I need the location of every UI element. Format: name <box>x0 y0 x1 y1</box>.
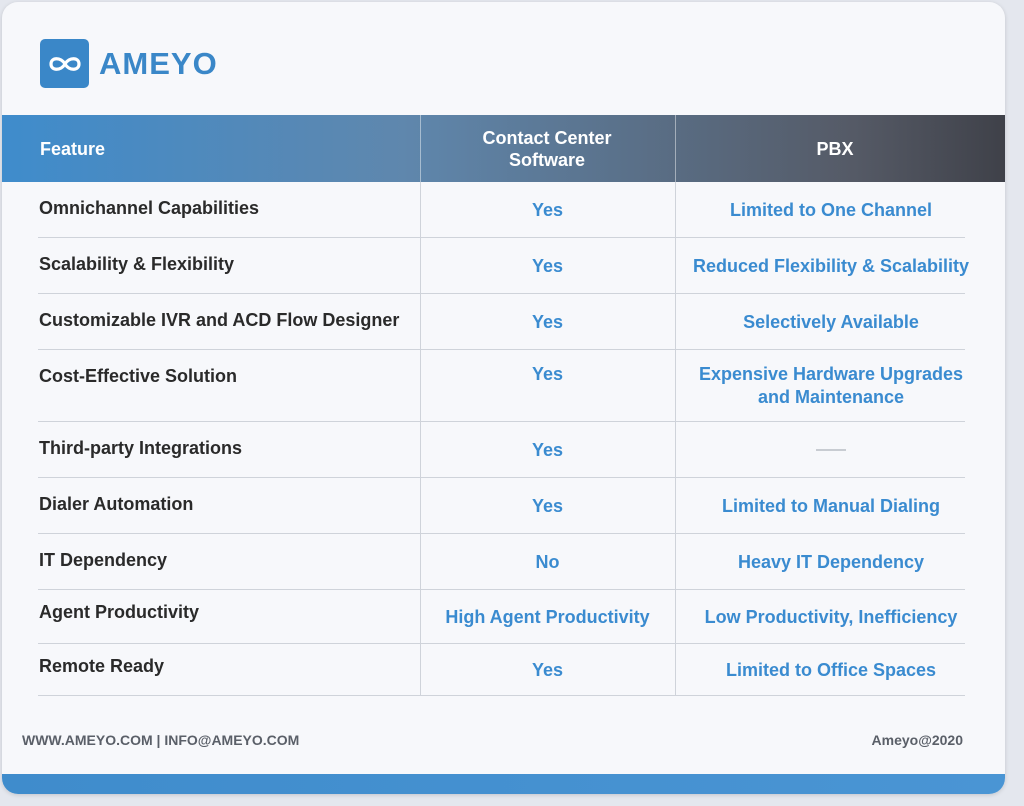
pbx-cell: Limited to Office Spaces <box>725 659 937 680</box>
table-row <box>2 422 1005 478</box>
pbx-cell: Reduced Flexibility & Scalability <box>692 255 970 276</box>
brand-name: AMEYO <box>99 45 218 81</box>
header-divider <box>420 115 421 182</box>
feature-cell: Cost-Effective Solution <box>39 366 238 386</box>
feature-cell: Remote Ready <box>39 656 165 676</box>
feature-cell: Scalability & Flexibility <box>39 254 235 274</box>
table-row <box>2 182 1005 238</box>
feature-cell: IT Dependency <box>39 550 168 570</box>
bottom-accent-bar <box>2 774 1005 794</box>
not-available-dash <box>816 449 846 451</box>
pbx-cell <box>675 422 987 478</box>
header-contact-center: Contact Center Software <box>482 127 612 170</box>
table-row <box>2 350 1005 422</box>
header-feature: Feature <box>40 138 106 159</box>
infinity-icon <box>40 39 89 88</box>
ccs-cell: Yes <box>531 199 564 220</box>
table-row <box>2 478 1005 534</box>
feature-cell: Third-party Integrations <box>39 438 243 458</box>
pbx-cell: Limited to One Channel <box>729 199 932 220</box>
table-row <box>2 644 1005 696</box>
ccs-cell: Yes <box>531 311 564 332</box>
footer-copyright: Ameyo@2020 <box>871 732 963 748</box>
pbx-cell: Selectively Available <box>743 311 919 332</box>
brand-logo <box>40 39 218 88</box>
feature-cell: Customizable IVR and ACD Flow Designer <box>39 310 400 330</box>
row-divider <box>38 695 965 696</box>
pbx-cell: Heavy IT Dependency <box>737 551 925 572</box>
footer-contact: WWW.AMEYO.COM | INFO@AMEYO.COM <box>22 732 300 748</box>
pbx-cell: Low Productivity, Inefficiency <box>704 606 958 627</box>
pbx-cell: Limited to Manual Dialing <box>721 495 940 516</box>
ccs-cell: No <box>535 551 560 572</box>
ccs-cell: Yes <box>531 439 564 460</box>
comparison-card <box>2 2 1005 794</box>
ccs-cell: High Agent Productivity <box>445 606 650 627</box>
table-row <box>2 534 1005 590</box>
table-row <box>2 294 1005 350</box>
feature-cell: Omnichannel Capabilities <box>39 198 260 218</box>
ccs-cell: Yes <box>531 659 564 680</box>
table-row <box>2 238 1005 294</box>
table-header <box>2 115 1005 182</box>
ccs-cell: Yes <box>531 364 564 384</box>
ccs-cell: Yes <box>531 495 564 516</box>
feature-cell: Dialer Automation <box>39 494 194 514</box>
feature-cell: Agent Productivity <box>39 602 200 622</box>
header-pbx: PBX <box>816 138 854 159</box>
pbx-cell: Expensive Hardware Upgrades and Maintenance <box>698 364 964 407</box>
ccs-cell: Yes <box>531 255 564 276</box>
table-row <box>2 590 1005 644</box>
